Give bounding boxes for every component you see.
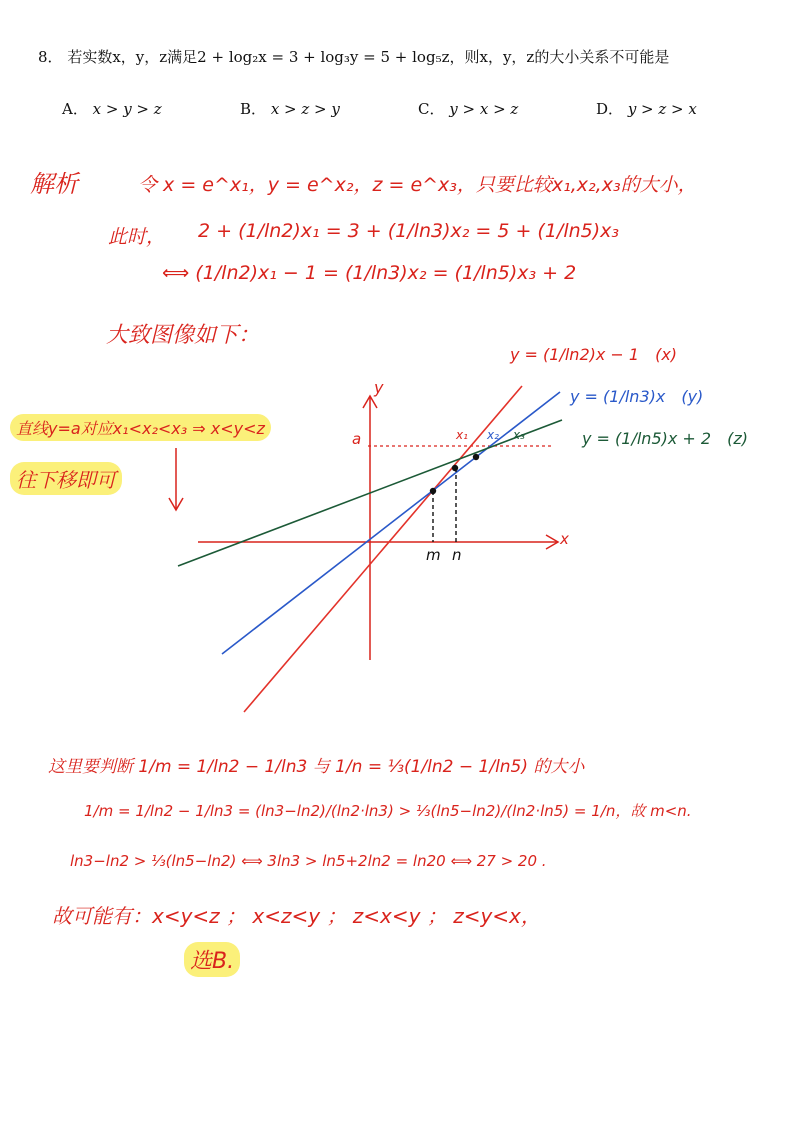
solution-line2: 2 + (1/ln2)x₁ = 3 + (1/ln3)x₂ = 5 + (1/ln5)x₃ bbox=[198, 220, 620, 242]
note-line-a: 直线y=a对应x₁<x₂<x₃ ⇒ x<y<z bbox=[10, 414, 271, 441]
calc-line2: ln3−ln2 > ⅓(ln5−ln2) ⟺ 3ln3 > ln5+2ln2 = ln20 ⟺ 27 > 20 . bbox=[70, 852, 547, 870]
point-x2-label: x₂ bbox=[487, 428, 499, 442]
line-y bbox=[222, 392, 560, 654]
option-b: B． x > z > y bbox=[240, 100, 340, 118]
y-axis-label: y bbox=[374, 378, 384, 397]
solution-line2-prefix: 此时， bbox=[108, 226, 166, 248]
solution-label: 解析 bbox=[30, 170, 78, 198]
line-x-label: y = (1/ln2)x − 1 (x) bbox=[510, 345, 678, 364]
answer-choice: 选B. bbox=[184, 942, 240, 977]
calc-line1: 1/m = 1/ln2 − 1/ln3 = (ln3−ln2)/(ln2·ln3) > ⅓(ln5−ln2)/(ln2·ln5) = 1/n，故 m<n. bbox=[84, 802, 692, 820]
line-y-label: y = (1/ln3)x (y) bbox=[570, 387, 704, 406]
note-move-down: 往下移即可 bbox=[10, 462, 122, 495]
graph-intro: 大致图像如下： bbox=[106, 323, 261, 348]
option-a: A． x > y > z bbox=[62, 100, 162, 118]
n-label: n bbox=[452, 546, 462, 564]
intersection-point-yz bbox=[473, 454, 479, 460]
line-x bbox=[244, 386, 522, 712]
question-text: 若实数x，y，z满足2 + log₂x = 3 + log₃y = 5 + log₅z，则x，y，z的大小关系不可能是 bbox=[67, 48, 670, 66]
line-z-label: y = (1/ln5)x + 2 (z) bbox=[582, 429, 748, 448]
intersection-point-n bbox=[452, 465, 458, 471]
point-x1-label: x₁ bbox=[456, 428, 468, 442]
point-a-label: a bbox=[352, 430, 362, 448]
question-number: 8． bbox=[38, 48, 63, 66]
solution-line3: ⟺ (1/ln2)x₁ − 1 = (1/ln3)x₂ = (1/ln5)x₃ + 2 bbox=[162, 262, 577, 284]
option-d: D． y > z > x bbox=[596, 100, 697, 118]
x-axis-label: x bbox=[560, 530, 569, 548]
option-c: C． y > x > z bbox=[418, 100, 519, 118]
possible-orders: 故可能有：x<y<z ； x<z<y ； z<x<y ； z<y<x， bbox=[52, 904, 541, 928]
point-x3-label: x₃ bbox=[513, 428, 525, 442]
m-label: m bbox=[426, 546, 441, 564]
solution-line1: 令 x = e^x₁，y = e^x₂，z = e^x₃，只要比较x₁,x₂,x₃的大小， bbox=[138, 174, 697, 196]
judge-line: 这里要判断 1/m = 1/ln2 − 1/ln3 与 1/n = ⅓(1/ln2 − 1/ln5) 的大小 bbox=[48, 757, 585, 777]
